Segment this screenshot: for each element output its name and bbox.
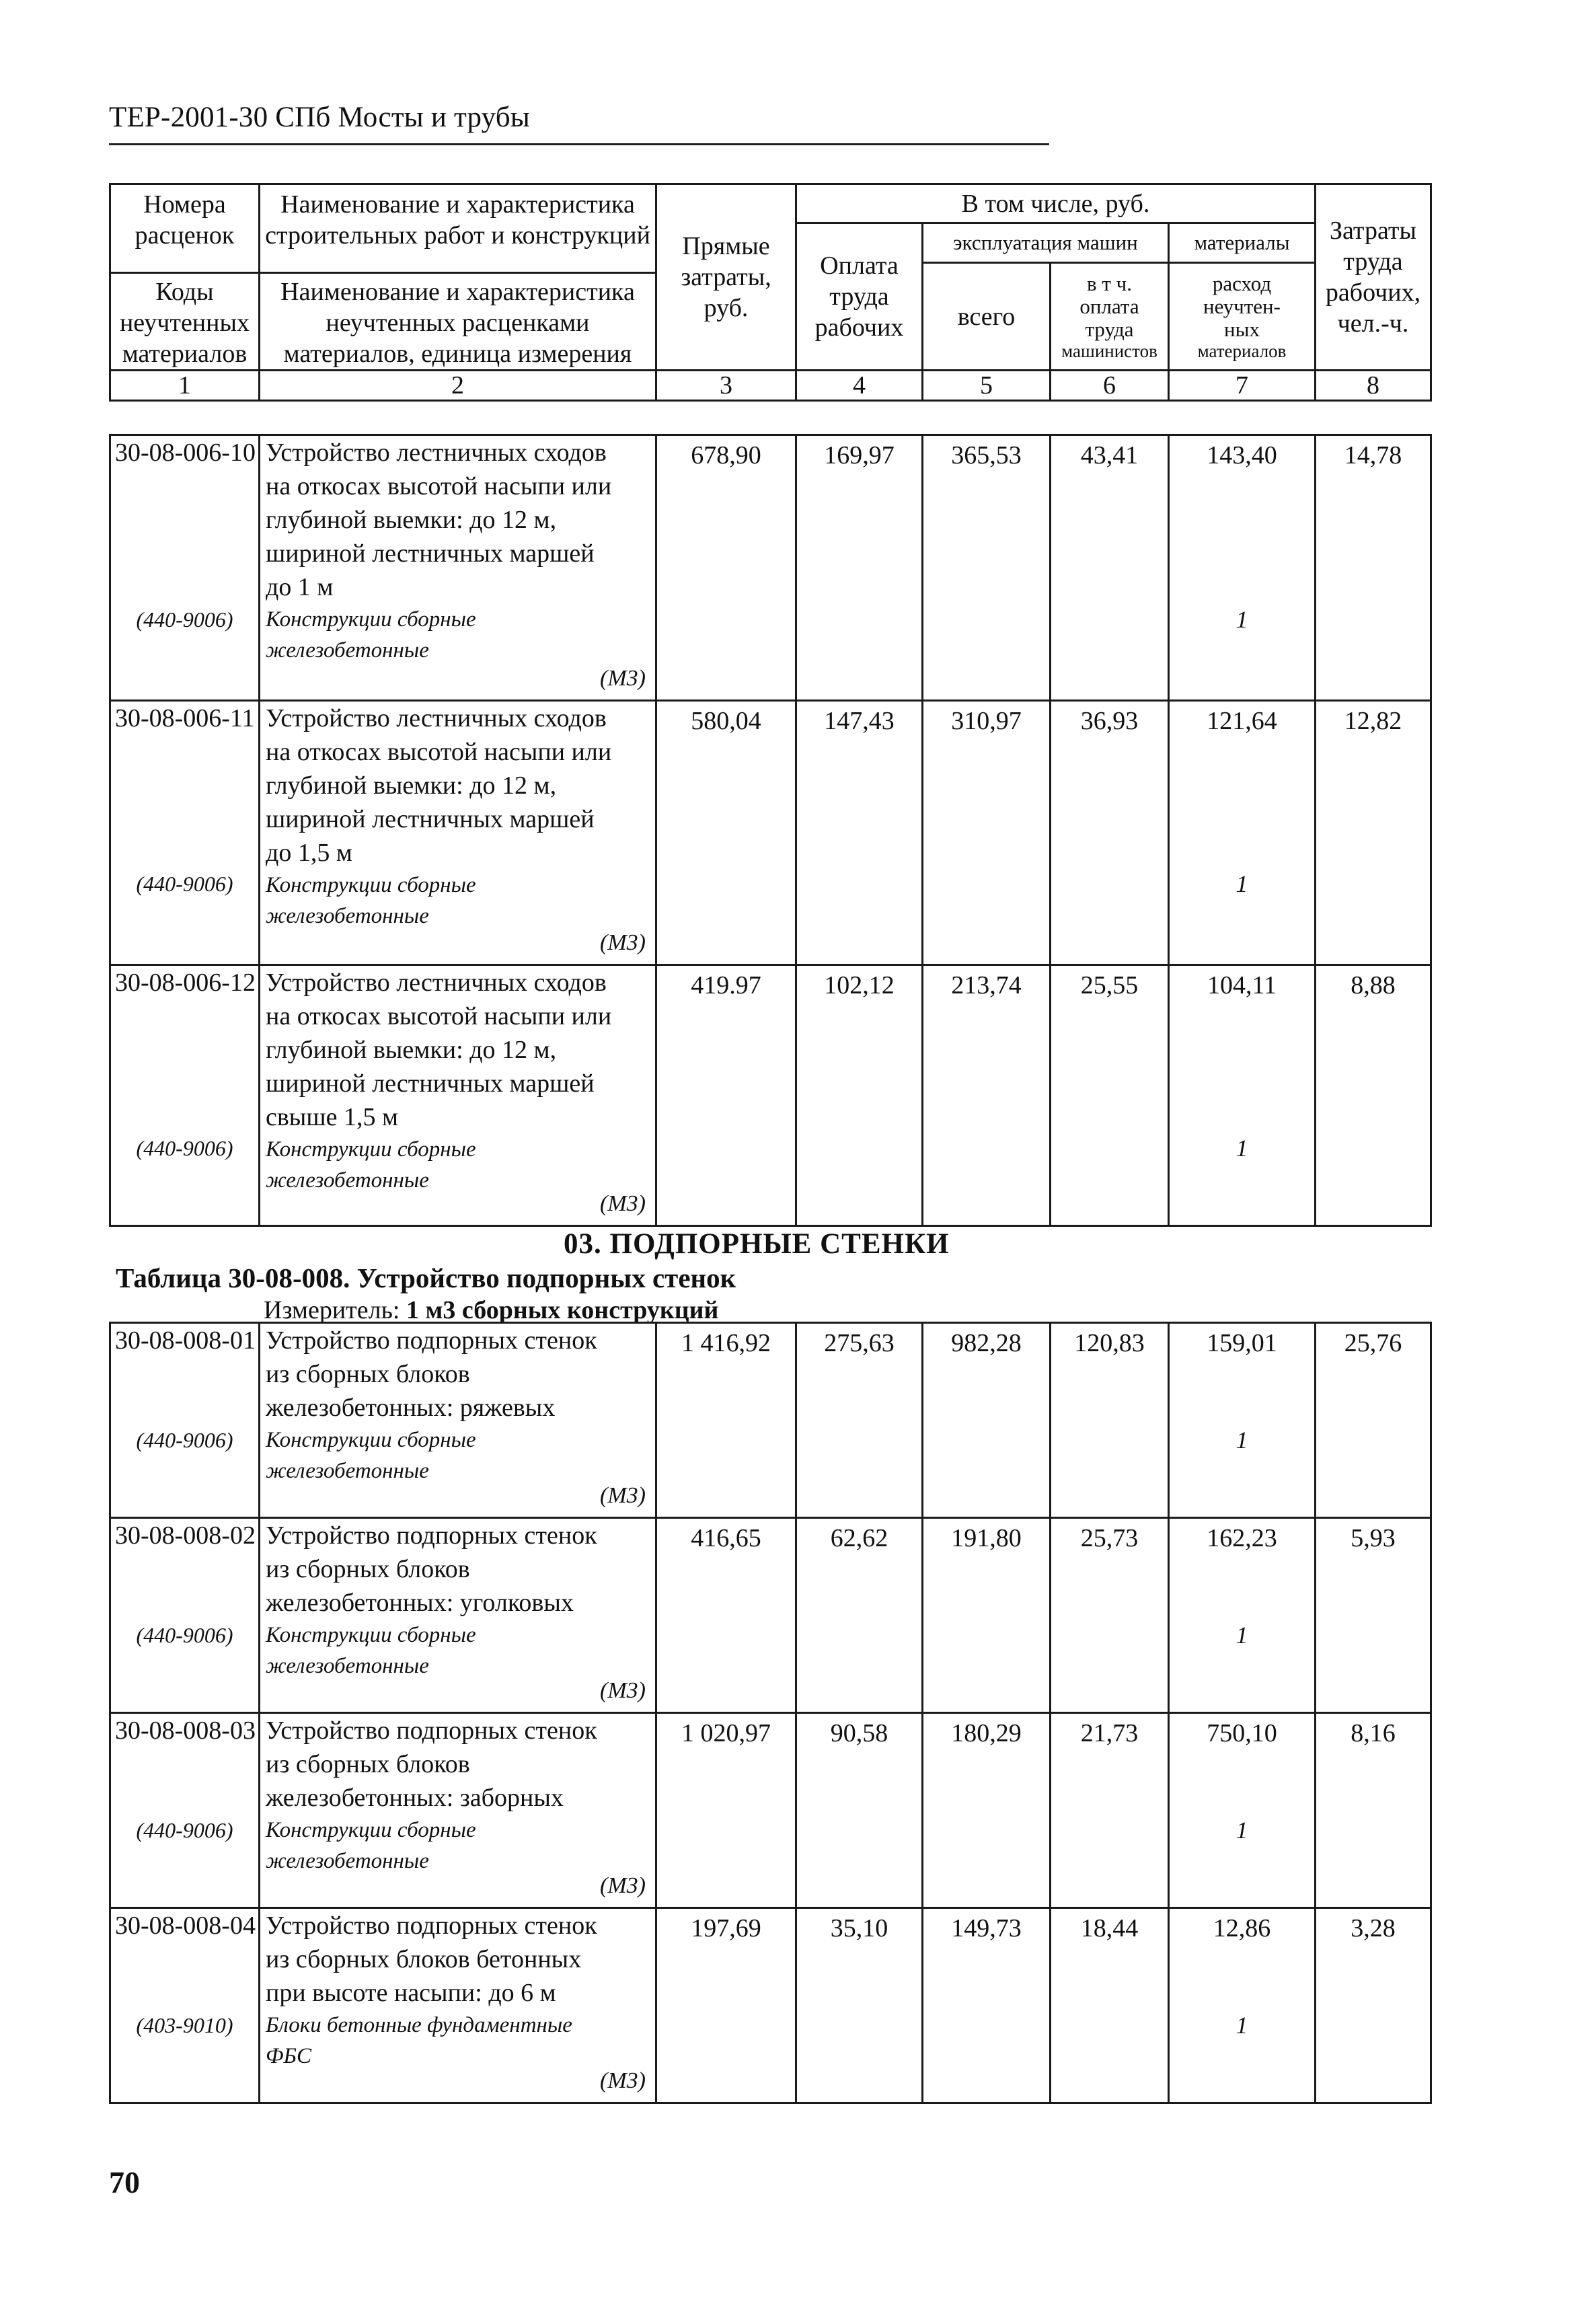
work-name-line: Устройство подпорных стенок: [266, 1521, 597, 1550]
table-row: [110, 1323, 1431, 1518]
unit-label: (М3): [600, 1678, 646, 1703]
header-col3-l3: руб.: [704, 294, 749, 322]
machines-total: 191,80: [923, 1518, 1051, 1713]
header-col7: [1169, 263, 1316, 371]
rate-code-cell: [110, 1323, 260, 1518]
header-col6: [1051, 263, 1169, 371]
work-name-cell: [260, 435, 656, 701]
header-col4-l2: труда: [829, 282, 889, 311]
material-qty: 1: [1236, 2012, 1248, 2039]
labor-cost: 169,97: [796, 435, 923, 701]
material-code: (440-9006): [136, 1136, 233, 1160]
material-name-line: железобетонные: [266, 1654, 429, 1678]
header-col6-l4: машинистов: [1061, 340, 1157, 361]
table-row: [110, 435, 1431, 701]
direct-cost: 580,04: [656, 701, 796, 965]
header-col7-l2: неучтен-: [1203, 294, 1281, 318]
materials-cost-cell: [1169, 1713, 1316, 1908]
work-name-line: железобетонных: уголковых: [266, 1589, 574, 1617]
material-name-line: Конструкции сборные: [266, 1137, 476, 1162]
operators-cost: 25,55: [1051, 965, 1169, 1226]
material-code: (440-9006): [136, 1623, 233, 1647]
material-qty: 1: [1236, 606, 1248, 633]
header-col6-l3: труда: [1085, 317, 1134, 341]
work-name-line: из сборных блоков бетонных: [266, 1945, 582, 1973]
col-number-8: 8: [1316, 371, 1431, 401]
header-col3: [656, 184, 796, 371]
work-name-cell: [260, 1518, 656, 1713]
materials-cost-cell: [1169, 965, 1316, 1226]
work-name-line: глубиной выемки: до 12 м,: [266, 771, 557, 800]
labor-hours: 8,88: [1316, 965, 1431, 1226]
work-name-line: Устройство подпорных стенок: [266, 1716, 597, 1745]
rates-table-006: [109, 434, 1432, 1227]
work-name-line: на откосах высотой насыпи или: [266, 738, 612, 766]
direct-cost: 197,69: [656, 1908, 796, 2103]
unit-label: (М3): [600, 930, 646, 955]
materials-cost: 162,23: [1207, 1524, 1277, 1552]
material-name-line: железобетонные: [266, 638, 429, 663]
col-number-3: 3: [656, 371, 796, 401]
labor-cost: 147,43: [796, 701, 923, 965]
header-col4-l1: Оплата: [820, 252, 899, 280]
machines-total: 982,28: [923, 1323, 1051, 1518]
labor-hours: 14,78: [1316, 435, 1431, 701]
materials-cost-cell: [1169, 701, 1316, 965]
direct-cost: 1 020,97: [656, 1713, 796, 1908]
rate-code-cell: [110, 1518, 260, 1713]
header-col2-top-2: строительных работ и конструкций: [265, 221, 650, 250]
rate-code: 30-08-006-11: [115, 704, 255, 732]
work-name-line: железобетонных: ряжевых: [266, 1394, 556, 1422]
rate-code: 30-08-008-02: [115, 1521, 256, 1550]
materials-cost-cell: [1169, 1518, 1316, 1713]
labor-hours: 25,76: [1316, 1323, 1431, 1518]
work-name-line: до 1 м: [266, 573, 334, 601]
material-qty: 1: [1236, 1427, 1248, 1453]
material-name-line: Конструкции сборные: [266, 873, 476, 897]
work-name-line: Устройство подпорных стенок: [266, 1326, 597, 1355]
work-name-line: на откосах высотой насыпи или: [266, 472, 612, 500]
rate-code: 30-08-006-10: [115, 439, 256, 467]
operators-cost: 36,93: [1051, 701, 1169, 965]
rate-code-cell: [110, 965, 260, 1226]
header-col2-bottom-2: неучтенных расценками: [326, 309, 590, 337]
header-col2-bottom-1: Наименование и характеристика: [280, 278, 635, 306]
operators-cost: 18,44: [1051, 1908, 1169, 2103]
work-name-line: шириной лестничных маршей: [266, 539, 595, 568]
header-col5: всего: [923, 263, 1051, 371]
labor-hours: 5,93: [1316, 1518, 1431, 1713]
rate-code: 30-08-008-04: [115, 1912, 256, 1940]
header-col4: [796, 223, 923, 371]
work-name-line: глубиной выемки: до 12 м,: [266, 506, 557, 534]
header-col7-l4: материалов: [1197, 340, 1287, 361]
work-name-line: до 1,5 м: [266, 839, 352, 867]
page-number: 70: [109, 2165, 140, 2199]
unit-label: (М3): [600, 1873, 646, 1898]
work-name-cell: [260, 1323, 656, 1518]
work-name-line: из сборных блоков: [266, 1555, 470, 1583]
unit-label: (М3): [600, 1483, 646, 1508]
material-code: (440-9006): [136, 872, 233, 896]
header-materials: материалы: [1169, 223, 1316, 263]
header-machines: эксплуатация машин: [923, 223, 1169, 263]
work-name-line: шириной лестничных маршей: [266, 1069, 595, 1098]
col-number-4: 4: [796, 371, 923, 401]
rate-code: 30-08-008-03: [115, 1716, 256, 1745]
materials-cost-cell: [1169, 1323, 1316, 1518]
unit-label: (М3): [600, 2068, 646, 2093]
material-code: (440-9006): [136, 1428, 233, 1452]
labor-cost: 35,10: [796, 1908, 923, 2103]
labor-cost: 62,62: [796, 1518, 923, 1713]
material-name-line: железобетонные: [266, 1849, 429, 1873]
table-row: [110, 965, 1431, 1226]
work-name-line: на откосах высотой насыпи или: [266, 1002, 612, 1030]
work-name-line: свыше 1,5 м: [266, 1103, 399, 1131]
materials-cost: 104,11: [1207, 971, 1277, 999]
labor-hours: 12,82: [1316, 701, 1431, 965]
operators-cost: 21,73: [1051, 1713, 1169, 1908]
work-name-line: Устройство лестничных сходов: [266, 704, 607, 732]
direct-cost: 416,65: [656, 1518, 796, 1713]
operators-cost: 120,83: [1051, 1323, 1169, 1518]
header-col4-l3: рабочих: [814, 313, 904, 342]
work-name-cell: [260, 1908, 656, 2103]
material-name-line: железобетонные: [266, 1168, 429, 1193]
machines-total: 365,53: [923, 435, 1051, 701]
work-name-line: глубиной выемки: до 12 м,: [266, 1036, 557, 1064]
col-number-6: 6: [1051, 371, 1169, 401]
table-row: [110, 1713, 1431, 1908]
direct-cost: 419.97: [656, 965, 796, 1226]
header-col7-l1: расход: [1212, 271, 1272, 295]
material-name-line: Конструкции сборные: [266, 1428, 476, 1452]
work-name-line: Устройство подпорных стенок: [266, 1912, 597, 1940]
rate-code: 30-08-006-12: [115, 969, 256, 997]
materials-cost: 143,40: [1207, 441, 1277, 469]
rate-code-cell: [110, 435, 260, 701]
table-caption: Таблица 30-08-008. Устройство подпорных стенок: [116, 1262, 736, 1293]
labor-cost: 102,12: [796, 965, 923, 1226]
header-col2-bottom-3: материалов, единица измерения: [283, 340, 632, 368]
header-col2-top-1: Наименование и характеристика: [280, 190, 635, 219]
material-name-line: ФБС: [266, 2044, 312, 2068]
operators-cost: 43,41: [1051, 435, 1169, 701]
work-name-line: шириной лестничных маршей: [266, 805, 595, 833]
table-row: [110, 1518, 1431, 1713]
material-name-line: Блоки бетонные фундаментные: [266, 2013, 572, 2037]
work-name-line: Устройство лестничных сходов: [266, 969, 607, 997]
header-col2: [260, 184, 656, 371]
materials-cost-cell: [1169, 435, 1316, 701]
material-name-line: Конструкции сборные: [266, 607, 476, 632]
materials-cost: 159,01: [1207, 1329, 1277, 1357]
header-col8-l2: труда: [1343, 248, 1403, 276]
material-code: (440-9006): [136, 1818, 233, 1842]
header-col1: [110, 184, 260, 371]
header-col6-l2: оплата: [1079, 294, 1139, 318]
header-col1-bottom-2: неучтенных: [119, 309, 250, 337]
col-number-5: 5: [923, 371, 1051, 401]
header-col1-bottom-1: Коды: [155, 278, 214, 306]
measure-value: 1 м3 сборных конструкций: [406, 1296, 719, 1324]
measure-prefix: Измеритель:: [264, 1296, 406, 1324]
work-name-cell: [260, 965, 656, 1226]
measure-unit: [264, 1295, 718, 1325]
labor-hours: 3,28: [1316, 1908, 1431, 2103]
document-title: ТЕР-2001-30 СПб Мосты и трубы: [109, 102, 530, 133]
work-name-line: из сборных блоков: [266, 1750, 470, 1778]
materials-cost-cell: [1169, 1908, 1316, 2103]
header-col1-bottom-3: материалов: [122, 340, 248, 368]
col-number-7: 7: [1169, 371, 1316, 401]
table-row: [110, 701, 1431, 965]
direct-cost: 1 416,92: [656, 1323, 796, 1518]
unit-label: (М3): [600, 1191, 646, 1216]
material-code: (440-9006): [136, 607, 233, 632]
unit-label: (М3): [600, 666, 646, 691]
header-col8: [1316, 184, 1431, 371]
labor-cost: 275,63: [796, 1323, 923, 1518]
section-heading: 03. ПОДПОРНЫЕ СТЕНКИ: [564, 1228, 950, 1260]
col-number-1: 1: [110, 371, 260, 401]
title-underline: [109, 143, 1049, 145]
machines-total: 180,29: [923, 1713, 1051, 1908]
machines-total: 213,74: [923, 965, 1051, 1226]
materials-cost: 121,64: [1207, 707, 1277, 735]
header-col1-top-2: расценок: [135, 221, 235, 250]
direct-cost: 678,90: [656, 435, 796, 701]
header-col3-l1: Прямые: [682, 232, 770, 260]
work-name-line: железобетонных: заборных: [266, 1784, 564, 1812]
table-row: [110, 1908, 1431, 2103]
material-qty: 1: [1236, 1622, 1248, 1649]
operators-cost: 25,73: [1051, 1518, 1169, 1713]
header-col8-l3: рабочих,: [1325, 278, 1421, 307]
material-name-line: Конструкции сборные: [266, 1818, 476, 1842]
rates-table-header: [109, 183, 1432, 402]
machines-total: 310,97: [923, 701, 1051, 965]
rates-table-008: [109, 1322, 1432, 2104]
material-qty: 1: [1236, 1135, 1248, 1162]
work-name-line: Устройство лестничных сходов: [266, 439, 607, 467]
machines-total: 149,73: [923, 1908, 1051, 2103]
header-col6-l1: в т ч.: [1086, 271, 1133, 295]
material-name-line: Конструкции сборные: [266, 1623, 476, 1647]
materials-cost: 12,86: [1213, 1914, 1271, 1942]
material-name-line: железобетонные: [266, 1459, 429, 1483]
rate-code-cell: [110, 1713, 260, 1908]
work-name-line: при высоте насыпи: до 6 м: [266, 1979, 556, 2007]
header-col1-top-1: Номера: [143, 190, 226, 219]
header-col8-l1: Затраты: [1329, 217, 1416, 245]
material-qty: 1: [1236, 870, 1248, 897]
work-name-line: из сборных блоков: [266, 1360, 470, 1388]
materials-cost: 750,10: [1207, 1719, 1277, 1747]
material-code: (403-9010): [136, 2013, 233, 2037]
labor-cost: 90,58: [796, 1713, 923, 1908]
col-number-2: 2: [260, 371, 656, 401]
header-group: В том числе, руб.: [796, 184, 1316, 223]
header-col3-l2: затраты,: [681, 263, 771, 291]
material-qty: 1: [1236, 1817, 1248, 1844]
labor-hours: 8,16: [1316, 1713, 1431, 1908]
rate-code-cell: [110, 701, 260, 965]
rate-code-cell: [110, 1908, 260, 2103]
header-col7-l3: ных: [1224, 317, 1260, 341]
header-col8-l4: чел.-ч.: [1337, 309, 1409, 338]
work-name-cell: [260, 701, 656, 965]
material-name-line: железобетонные: [266, 904, 429, 928]
work-name-cell: [260, 1713, 656, 1908]
rate-code: 30-08-008-01: [115, 1326, 256, 1355]
